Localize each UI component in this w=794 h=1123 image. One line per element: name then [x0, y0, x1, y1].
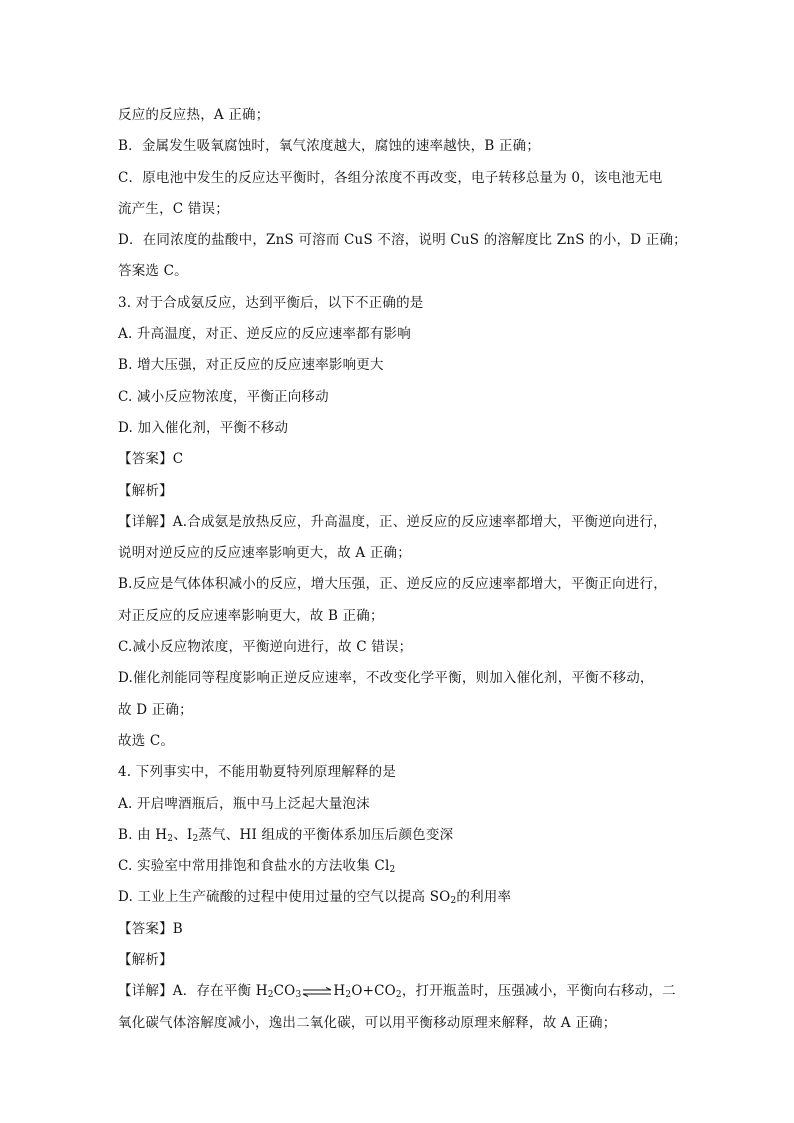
question-4-detail: 氧化碳气体溶解度减小，逸出二氧化碳，可以用平衡移动原理来解释，故 A 正确；	[118, 1014, 617, 1031]
question-3-detail: 对正反应的反应速率影响更大，故 B 正确；	[118, 607, 384, 624]
question-3-detail: B.反应是气体体积减小的反应，增大压强，正、逆反应的反应速率都增大，平衡正向进行，	[118, 576, 667, 593]
question-3-detail: C.减小反应物浓度，平衡逆向进行，故 C 错误；	[118, 639, 413, 656]
question-3-analysis-heading: 【解析】	[118, 482, 173, 499]
question-3-detail: 【详解】A.合成氨是放热反应，升高温度，正、逆反应的反应速率都增大，平衡逆向进行，	[118, 513, 667, 530]
question-4-option-a: A. 开启啤酒瓶后，瓶中马上泛起大量泡沫	[118, 795, 370, 812]
question-3-stem: 3. 对于合成氨反应，达到平衡后，以下不正确的是	[118, 294, 424, 311]
question-3-answer: 【答案】C	[118, 451, 184, 468]
question-4-option-c: C. 实验室中常用排饱和食盐水的方法收集 $Cl_2$	[118, 858, 396, 876]
text-line: 流产生，C 错误；	[118, 200, 229, 217]
question-3-option-a: A. 升高温度，对正、逆反应的反应速率都有影响	[118, 326, 411, 343]
question-3-option-c: C. 减小反应物浓度，平衡正向移动	[118, 388, 329, 405]
text-line: 答案选 C。	[118, 263, 188, 280]
question-4-analysis-heading: 【解析】	[118, 952, 173, 969]
text-line: 反应的反应热，A 正确；	[118, 107, 270, 123]
question-4-option-b: B. 由 $H_2$、$I_2$蒸气、HI 组成的平衡体系加压后颜色变深	[118, 826, 454, 844]
question-3-option-d: D. 加入催化剂，平衡不移动	[118, 419, 289, 436]
text-line: C．原电池中发生的反应达平衡时，各组分浓度不再改变，电子转移总量为 0，该电池无电	[118, 169, 663, 186]
question-3-option-b: B. 增大压强，对正反应的反应速率影响更大	[118, 357, 384, 374]
question-3-detail: 故 D 正确；	[118, 701, 193, 718]
question-3-conclusion: 故选 C。	[118, 732, 175, 749]
document-page	[118, 100, 688, 1039]
question-3-detail: D.催化剂能同等程度影响正逆反应速率，不改变化学平衡，则加入催化剂，平衡不移动，	[118, 670, 654, 687]
equilibrium-arrow-icon	[302, 987, 332, 997]
question-3-detail: 说明对逆反应的反应速率影响更大，故 A 正确；	[118, 545, 411, 562]
question-4-option-d: D. 工业上生产硫酸的过程中使用过量的空气以提高 $SO_2$的利用率	[118, 889, 512, 907]
question-4-detail: 【详解】A．存在平衡 $H_2CO_3$ $H_2O+CO_2$，打开瓶盖时，压强减小，平衡向右移动，二	[118, 983, 676, 1001]
text-line: B．金属发生吸氧腐蚀时，氧气浓度越大，腐蚀的速率越快，B 正确；	[118, 138, 541, 155]
text-line: D．在同浓度的盐酸中，ZnS 可溶而 CuS 不溶，说明 CuS 的溶解度比 ZnS 的小，D 正确；	[118, 232, 687, 249]
question-4-answer: 【答案】B	[118, 920, 183, 937]
question-4-stem: 4. 下列事实中，不能用勒夏特列原理解释的是	[118, 764, 397, 781]
